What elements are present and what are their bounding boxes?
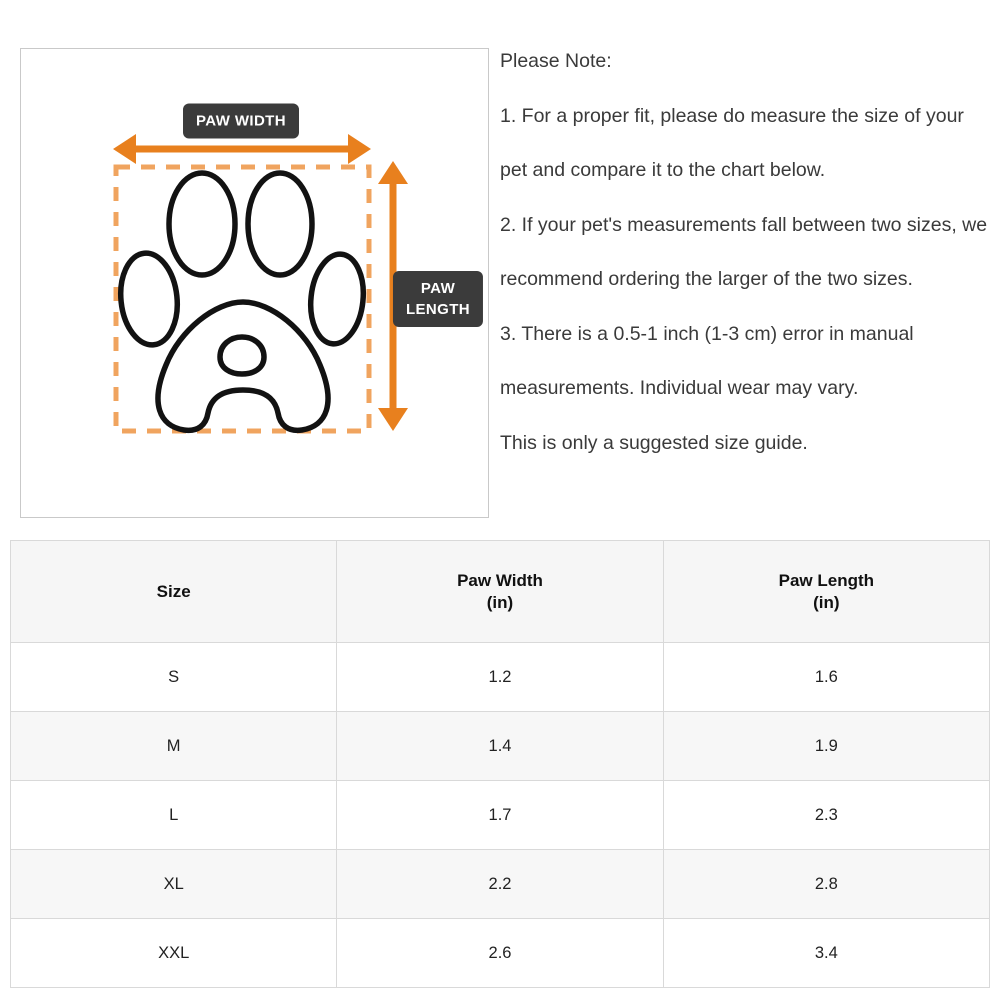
header-cell-paw-width bbox=[337, 541, 663, 643]
table-row-m bbox=[11, 712, 990, 781]
cell-size: M bbox=[11, 712, 337, 781]
cell-paw-width: 1.4 bbox=[337, 712, 663, 781]
paw-toe-inner-right bbox=[248, 173, 312, 275]
cell-paw-length: 1.9 bbox=[664, 712, 990, 781]
paw-length-badge-label-line2: LENGTH bbox=[405, 301, 471, 318]
header-sub: (in) bbox=[813, 592, 840, 612]
cell-paw-width: 2.6 bbox=[337, 919, 663, 988]
cell-paw-length: 2.8 bbox=[664, 850, 990, 919]
table-row-xl bbox=[11, 850, 990, 919]
cell-paw-length: 3.4 bbox=[664, 919, 990, 988]
paw-toe-inner-left bbox=[169, 173, 235, 275]
header-label: Size bbox=[156, 581, 191, 601]
header-label: Paw Width bbox=[457, 570, 543, 590]
header-cell-size bbox=[11, 541, 337, 643]
table-row-xxl bbox=[11, 919, 990, 988]
notes-title: Please Note: bbox=[500, 50, 612, 72]
note-paragraph-1: 1. For a proper fit, please do measure the size of your pet and compare it to the chart below. bbox=[500, 104, 964, 181]
cell-paw-width: 1.7 bbox=[337, 781, 663, 850]
cell-paw-length: 2.3 bbox=[664, 781, 990, 850]
cell-paw-width: 1.2 bbox=[337, 643, 663, 712]
header-sub: (in) bbox=[486, 592, 514, 612]
paw-width-badge bbox=[183, 104, 299, 139]
paw-length-badge bbox=[393, 271, 483, 327]
cell-size: XL bbox=[11, 850, 337, 919]
paw-length-badge-label-line1: PAW bbox=[420, 280, 456, 297]
cell-size: L bbox=[11, 781, 337, 850]
note-paragraph-2: 2. If your pet's measurements fall between two sizes, we recommend ordering the larger of the two sizes. bbox=[500, 213, 988, 290]
header-label: Paw Length bbox=[778, 570, 875, 590]
paw-pad-inner-mark bbox=[220, 337, 264, 374]
table-row-s bbox=[11, 643, 990, 712]
cell-paw-length: 1.6 bbox=[664, 643, 990, 712]
size-table bbox=[10, 540, 990, 988]
paw-width-badge-label: PAW WIDTH bbox=[196, 112, 286, 130]
cell-size: S bbox=[11, 643, 337, 712]
paw-width-arrow bbox=[113, 134, 371, 164]
header-cell-paw-length bbox=[664, 541, 990, 643]
cell-paw-width: 2.2 bbox=[337, 850, 663, 919]
table-header-row bbox=[11, 541, 990, 643]
paw-toe-outer-right bbox=[306, 252, 367, 347]
paw-toe-outer-left bbox=[116, 250, 181, 347]
table-row-l bbox=[11, 781, 990, 850]
note-paragraph-3: 3. There is a 0.5-1 inch (1-3 cm) error in manual measurements. Individual wear may vary. bbox=[500, 322, 914, 399]
note-paragraph-4: This is only a suggested size guide. bbox=[500, 431, 808, 454]
cell-size: XXL bbox=[11, 919, 337, 988]
paw-print-graphic bbox=[116, 173, 367, 430]
notes-section bbox=[500, 34, 992, 470]
paw-diagram-panel bbox=[20, 48, 489, 518]
